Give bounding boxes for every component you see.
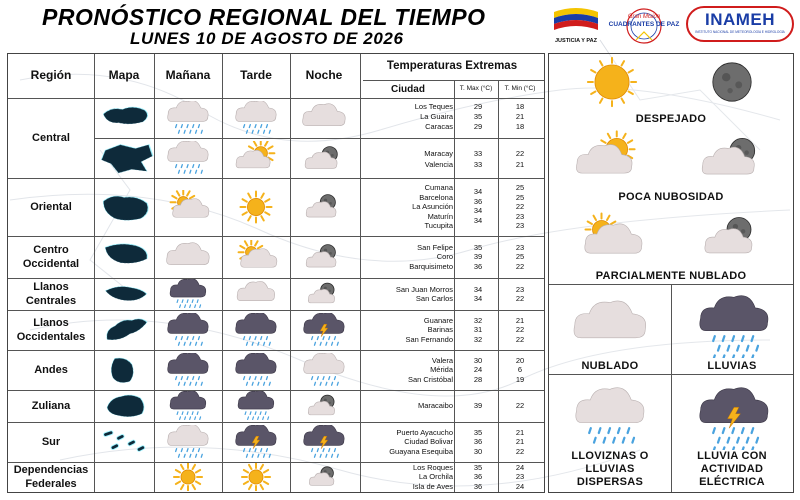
city-tmax: 34 — [473, 187, 483, 197]
region-name: Llanos Occidentales — [16, 317, 86, 343]
city-tmax: 36 — [473, 472, 483, 482]
night-weather-icon — [298, 353, 350, 387]
afternoon-weather-icon — [230, 190, 282, 224]
col-header-tmax: T. Max (°C) — [459, 85, 493, 92]
morning-weather-icon — [162, 279, 214, 309]
city-tmax: 36 — [473, 481, 483, 491]
legend-panel — [548, 53, 794, 493]
region-map-icon — [98, 464, 154, 490]
night-weather-icon — [298, 391, 350, 421]
city-name: Barquisimeto — [409, 261, 453, 271]
night-weather-icon — [298, 101, 350, 135]
region-name: Llanos Centrales — [25, 281, 77, 307]
legend-poca-nubosidad: POCA NUBOSIDAD — [618, 191, 724, 203]
city-tmax: 29 — [473, 122, 483, 131]
city-tmin: 21 — [515, 112, 525, 121]
city-tmax: 34 — [473, 284, 483, 294]
col-divider — [360, 54, 361, 492]
city-tmin: 19 — [515, 374, 525, 384]
region-map-icon — [98, 392, 154, 420]
cuadrantes-text: CUADRANTES DE PAZ — [608, 21, 680, 28]
morning-weather-icon — [162, 425, 214, 459]
city-tmax: 34 — [473, 215, 483, 225]
city-name: Caracas — [425, 122, 453, 131]
city-name: San Carlos — [415, 294, 453, 303]
city-name: Valera — [431, 355, 453, 365]
city-tmin: 21 — [515, 160, 525, 169]
city-name: Maturín — [427, 211, 453, 221]
city-tmin: 23 — [515, 472, 525, 482]
justicia-paz-text: JUSTICIA Y PAZ — [555, 38, 597, 44]
legend-electrica-line2: ACTIVIDAD — [700, 463, 764, 475]
city-tmax: 35 — [473, 427, 483, 437]
city-name: Barcelona — [419, 192, 453, 202]
region-name: Zuliana — [31, 400, 71, 412]
legend-lloviznas-line2: LLUVIAS — [585, 463, 635, 475]
city-name: Los Teques — [414, 102, 453, 111]
forecast-table — [7, 53, 545, 493]
morning-weather-icon — [162, 190, 214, 224]
city-name: Maracaibo — [417, 401, 453, 411]
page-subtitle: LUNES 10 DE AGOSTO DE 2026 — [130, 29, 404, 48]
night-weather-icon — [298, 425, 350, 459]
city-tmin: 21 — [515, 427, 525, 437]
legend-sun-icon — [577, 56, 647, 108]
region-name: Oriental — [30, 201, 72, 213]
legend-lloviznas — [549, 450, 671, 489]
city-name: Tucupita — [424, 221, 453, 231]
city-tmax: 35 — [473, 242, 483, 252]
city-name: La Orchila — [418, 472, 453, 482]
city-name: Valencia — [424, 160, 453, 169]
col-header-temps: Temperaturas Extremas — [386, 60, 518, 72]
city-tmin: 20 — [515, 355, 525, 365]
city-tmin: 22 — [515, 149, 525, 158]
morning-weather-icon — [162, 101, 214, 135]
city-name: La Asunción — [412, 202, 453, 212]
morning-weather-icon — [162, 240, 214, 274]
morning-weather-icon — [162, 353, 214, 387]
city-name: Ciudad Bolivar — [404, 437, 453, 447]
city-tmax: 30 — [473, 355, 483, 365]
legend-electrica-line1: LLUVIA CON — [697, 450, 767, 462]
afternoon-weather-icon — [230, 101, 282, 135]
city-name: San Felipe — [417, 242, 453, 252]
city-tmin: 23 — [515, 284, 525, 294]
city-tmin: 25 — [515, 192, 525, 202]
city-tmin: 23 — [515, 211, 525, 221]
city-tmin: 25 — [515, 183, 525, 193]
legend-poca-nubosidad-night-icon — [685, 126, 781, 188]
city-name: Puerto Ayacucho — [396, 427, 453, 437]
city-name: Isla de Aves — [412, 481, 453, 491]
city-tmin: 21 — [515, 315, 525, 325]
city-tmax: 35 — [473, 112, 483, 121]
city-tmax: 31 — [473, 325, 483, 335]
city-tmin: 22 — [515, 325, 525, 335]
region-map-icon — [98, 190, 154, 224]
city-tmin: 25 — [515, 252, 525, 262]
afternoon-weather-icon — [230, 240, 282, 274]
city-tmin: 23 — [515, 221, 525, 231]
afternoon-weather-icon — [230, 425, 282, 459]
region-name: Centro Occidental — [22, 244, 80, 270]
city-tmin: 18 — [515, 102, 525, 111]
night-weather-icon — [298, 463, 350, 491]
col-divider — [154, 54, 155, 492]
afternoon-weather-icon — [230, 463, 282, 491]
legend-lloviznas-line1: LLOVIZNAS O — [571, 450, 649, 462]
region-map-icon — [98, 353, 154, 387]
region-map-icon — [98, 141, 154, 175]
night-weather-icon — [298, 141, 350, 175]
city-name: San Cristóbal — [407, 374, 453, 384]
legend-electrica — [671, 450, 793, 489]
city-tmin: 23 — [515, 242, 525, 252]
legend-electrica-line3: ELÉCTRICA — [699, 476, 765, 488]
city-tmin: 22 — [515, 446, 525, 456]
city-tmax: 35 — [473, 462, 483, 472]
city-name: La Guaira — [420, 112, 453, 121]
night-weather-icon — [298, 279, 350, 309]
city-tmin: 22 — [515, 334, 525, 344]
city-tmax: 36 — [473, 261, 483, 271]
morning-weather-icon — [162, 141, 214, 175]
region-map-icon — [98, 313, 154, 347]
city-name: Guanare — [423, 315, 453, 325]
col-header-region: Región — [30, 68, 72, 82]
afternoon-weather-icon — [230, 391, 282, 421]
col-divider — [454, 80, 455, 492]
city-name: San Juan Morros — [395, 284, 453, 294]
city-name: Coro — [436, 252, 453, 262]
legend-parcial-day-icon — [561, 206, 657, 268]
region-name: Central — [32, 132, 70, 144]
region-map-icon — [98, 425, 154, 459]
justicia-paz-logo — [552, 4, 600, 48]
city-name: Barinas — [427, 325, 453, 335]
city-tmax: 36 — [473, 196, 483, 206]
region-map-icon — [98, 101, 154, 135]
night-weather-icon — [298, 313, 350, 347]
city-tmax: 29 — [473, 102, 483, 111]
legend-moon-icon — [697, 56, 767, 108]
col-divider — [498, 80, 499, 492]
city-tmin: 6 — [517, 365, 523, 375]
city-tmax: 32 — [473, 334, 483, 344]
city-name: Los Roques — [412, 462, 453, 472]
city-tmin: 22 — [515, 261, 525, 271]
col-header-morning: Mañana — [165, 68, 211, 82]
morning-weather-icon — [162, 463, 214, 491]
city-tmin: 24 — [515, 481, 525, 491]
cuadrantes-small-text: Gran Misión — [627, 14, 661, 20]
col-header-city: Ciudad — [391, 84, 425, 95]
region-name: Sur — [41, 436, 61, 448]
city-name: Cumana — [424, 183, 453, 193]
col-divider — [94, 54, 95, 492]
legend-parcialmente-nublado: PARCIALMENTE NUBLADO — [595, 270, 747, 282]
city-name: Guayana Esequiba — [389, 446, 453, 456]
header — [0, 0, 800, 52]
city-tmin: 22 — [515, 202, 525, 212]
morning-weather-icon — [162, 313, 214, 347]
col-header-tmin: T. Min (°C) — [504, 85, 536, 92]
city-tmax: 33 — [473, 149, 483, 158]
city-tmax: 33 — [473, 160, 483, 169]
legend-lloviznas-icon — [565, 384, 655, 450]
region-name: Andes — [34, 364, 68, 376]
city-tmax: 34 — [473, 206, 483, 216]
legend-nublado-icon — [565, 294, 655, 356]
legend-lloviznas-line3: DISPERSAS — [576, 476, 644, 488]
city-name: Mérida — [430, 365, 453, 375]
city-tmax: 28 — [473, 374, 483, 384]
legend-nublado: NUBLADO — [581, 360, 639, 372]
col-header-map: Mapa — [108, 68, 140, 82]
city-tmax: 24 — [473, 365, 483, 375]
afternoon-weather-icon — [230, 313, 282, 347]
col-divider — [222, 54, 223, 492]
city-tmin: 22 — [515, 294, 525, 303]
city-tmax: 30 — [473, 446, 483, 456]
city-tmax: 32 — [473, 315, 483, 325]
city-tmin: 24 — [515, 462, 525, 472]
city-tmax: 36 — [473, 437, 483, 447]
afternoon-weather-icon — [230, 141, 282, 175]
city-tmin: 21 — [515, 437, 525, 447]
inameh-logo — [686, 6, 794, 42]
region-name: Dependencias Federales — [13, 464, 89, 490]
inameh-text: INAMEH — [704, 10, 776, 29]
legend-electrica-icon — [689, 384, 779, 450]
inameh-small-text: INSTITUTO NACIONAL DE METEOROLOGÍA E HIDROLOGÍA — [695, 30, 785, 34]
city-tmax: 34 — [473, 294, 483, 303]
afternoon-weather-icon — [230, 353, 282, 387]
legend-despejado: DESPEJADO — [635, 113, 707, 125]
city-name: San Fernando — [405, 334, 453, 344]
night-weather-icon — [298, 240, 350, 274]
afternoon-weather-icon — [230, 279, 282, 309]
city-tmax: 39 — [473, 401, 483, 411]
legend-poca-nubosidad-day-icon — [561, 126, 657, 188]
cuadrantes-de-paz-logo — [606, 6, 682, 44]
row-subdivider — [94, 138, 544, 139]
legend-parcial-night-icon — [685, 206, 781, 268]
city-tmin: 22 — [515, 401, 525, 411]
col-divider — [290, 54, 291, 492]
legend-lluvias-icon — [689, 292, 779, 358]
city-tmax: 39 — [473, 252, 483, 262]
region-map-icon — [98, 240, 154, 274]
city-tmin: 18 — [515, 122, 525, 131]
night-weather-icon — [298, 190, 350, 224]
col-header-night: Noche — [305, 68, 343, 82]
city-name: Maracay — [424, 149, 453, 158]
page-title: PRONÓSTICO REGIONAL DEL TIEMPO — [42, 4, 486, 30]
morning-weather-icon — [162, 391, 214, 421]
col-header-afternoon: Tarde — [240, 68, 272, 82]
legend-lluvias: LLUVIAS — [707, 360, 757, 372]
region-map-icon — [98, 280, 154, 308]
